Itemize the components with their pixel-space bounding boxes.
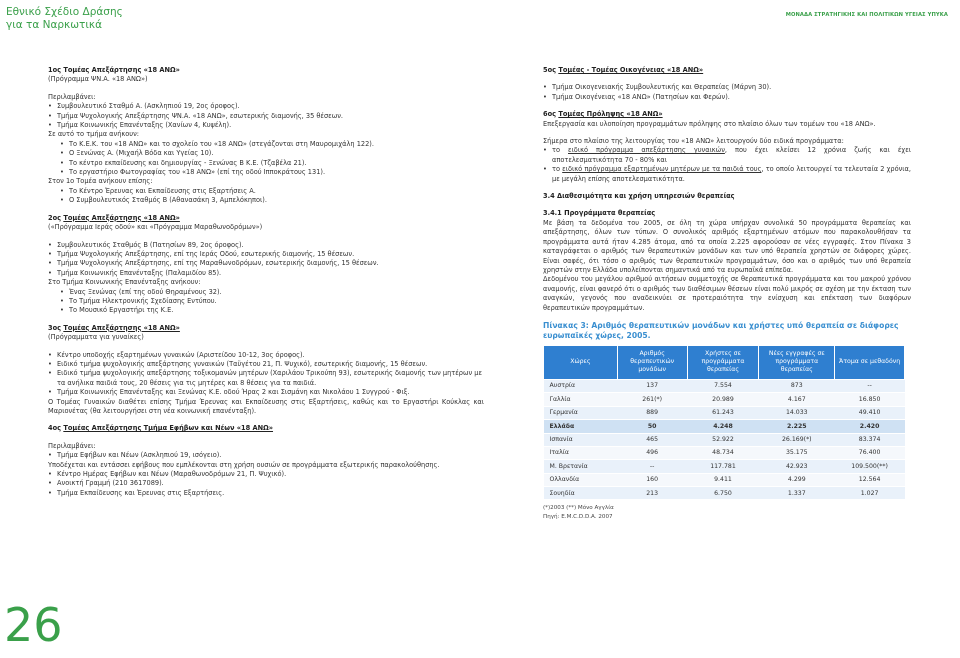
list-item: • Κέντρο υποδοχής εξαρτημένων γυναικών (Αριστείδου 10-12, 3ος όροφος). — [48, 351, 484, 360]
section-4-list — [48, 451, 484, 460]
column-header-countries: Χώρες — [544, 345, 618, 379]
table-row: Αυστρία 137 7.554 873 -- — [544, 379, 905, 392]
section-2-title: 2ος Τομέας Απεξάρτησης «18 ΑΝΩ» — [48, 213, 180, 222]
column-header-units: Αριθμός θεραπευτικών μονάδων — [617, 345, 687, 379]
table-row-highlighted: Ελλάδα 50 4.248 2.225 2.420 — [544, 420, 905, 433]
section-3-4-1-paragraph-1: Με βάση τα δεδομένα του 2005, σε όλη τη χώρα υπήρχαν συνολικά 50 προγράμματα θεραπείας και απεξάρτησης, όλων των τύπων. Ο συνολικός αριθμός εξαρτημένων ατόμων που παρακολουθήσαν τα προγράμματα αυτά ήταν 4.285 άτομα, από τα οποία 2.225 αφορούσαν σε νέες εγγραφές. Στον Πίνακα 3 καταγράφεται ο αριθμός των θεραπευτικών μονάδων και των υπό θεραπεία χρηστών σε διάφορες χώρες. Είναι σαφές, ότι τόσο ο αριθμός των θεραπευτικών προγραμμάτων, όσο και ο αριθμός των υπό θεραπεία χρηστών στην Ελλάδα υπολείπονται σημαντικά από τα ευρωπαϊκά επίπεδα. — [543, 218, 911, 274]
section-1-sublist — [48, 140, 484, 178]
table-footnote: (*)2003 (**) Μόνο Αγγλία — [543, 505, 614, 512]
section-4-list-2 — [48, 470, 484, 498]
section-5-title: 5ος Τομέας - Τομέας Οικογένειας «18 ΑΝΩ» — [543, 66, 704, 74]
section-2-sublist — [48, 288, 484, 316]
list-item: • Τμήμα Ψυχολογικής Απεξάρτησης, επί της Μαραθωνοδρόμων, εσωτερικής διαμονής, 15 θέσεων. — [48, 259, 484, 268]
document-title-line2: για τα Ναρκωτικά — [6, 19, 103, 31]
section-6-paragraph: Επεξεργασία και υλοποίηση προγραμμάτων πρόληψης στο πλαίσιο όλων των τομέων του «18 ΑΝΩ». — [543, 119, 876, 128]
page-number: 26 — [4, 598, 63, 652]
document-title — [6, 6, 206, 32]
list-item: • Συμβουλευτικό Σταθμό Α. (Ασκληπιού 19, 2ος όροφος). — [48, 102, 484, 111]
list-item: • Τμήμα Ψυχολογικής Απεξάρτησης, επί της Ιεράς Οδού, εσωτερικής διαμονής, 15 θέσεων. — [48, 250, 484, 259]
section-2-subtitle: («Πρόγραμμα Ιεράς οδού» και «Πρόγραμμα Μαραθωνοδρόμων») — [48, 223, 263, 232]
section-5-list — [543, 83, 911, 102]
section-2-belongs: Στο Τμήμα Κοινωνικής Επανένταξης ανήκουν: — [48, 278, 201, 287]
table-source: Πηγή: Ε.Μ.C.D.D.A. 2007 — [543, 514, 613, 521]
list-item: • Το Κ.Ε.Κ. του «18 ΑΝΩ» και το σχολείο του «18 ΑΝΩ» (στεγάζονται στη Μαυρομιχάλη 122). — [60, 140, 484, 149]
section-1-list — [48, 102, 484, 130]
table-row: Ολλανδία 160 9.411 4.299 12.564 — [544, 473, 905, 486]
section-4-title: 4ος Τομέας Απεξάρτησης Τμήμα Εφήβων και Νέων «18 ΑΝΩ» — [48, 424, 274, 433]
section-6-title: 6ος Τομέας Πρόληψης «18 ΑΝΩ» — [543, 110, 663, 119]
column-header-methadone: Άτομα σε μεθαδόνη — [835, 345, 905, 379]
section-3-subtitle: (Πρόγραμματα για γυναίκες) — [48, 333, 144, 342]
section-1-title: 1ος Τομέας Απεξάρτησης «18 ΑΝΩ» — [48, 66, 180, 74]
list-item: • το ειδικό πρόγραμμα απεξάρτησης γυναικών, που έχει κλείσει 12 χρόνια ζωής και έχει αποτελεσματικότητα 70 - 80% και — [543, 146, 911, 165]
list-item: • Ο Ξενώνας Α. (Μιχαήλ Βόδα και Υγείας 10). — [60, 149, 484, 158]
section-4-paragraph: Υποδέχεται και εντάσσει εφήβους που εμπλέκονται στη χρήση ουσιών σε προγράμματα εξωτερικής παρακολούθησης. — [48, 460, 440, 469]
table-title: Πίνακας 3: Αριθμός θεραπευτικών μονάδων και χρήστες υπό θεραπεία σε διάφορες ευρωπαϊκές χώρες, 2005. — [543, 320, 899, 340]
table-row: Γερμανία 889 61.243 14.033 49.410 — [544, 406, 905, 419]
section-1-also-list — [48, 187, 484, 206]
list-item: • Κέντρο Ημέρας Εφήβων και Νέων (Μαραθωνοδρόμων 21, Π. Ψυχικό). — [48, 470, 484, 479]
list-item: • Τμήμα Κοινωνικής Επανένταξης (Παλαμιδίου 85). — [48, 269, 484, 278]
section-3-4-1-paragraph-2: Δεδομένου του μεγάλου αριθμού αιτήσεων συμμετοχής σε θεραπευτικά προγράμματα και του μακρού χρόνου αναμονής, είναι φανερό ότι ο αριθμός των διαθέσιμων θέσεων είναι πολύ μικρός σε σχέση με την έκταση των αναγκών, γεγονός που αναδεικνύει σε προτεραιότητα την ενίσχυση και επέκταση των διαφόρων θεραπευτικών προγραμμάτων. — [543, 275, 911, 312]
table-row: Ισπανία 465 52.922 26.169(*) 83.374 — [544, 433, 905, 446]
organization-logo: ΜΟΝΑΔΑ ΣΤΡΑΤΗΓΙΚΗΣ ΚΑΙ ΠΟΛΙΤΙΚΩΝ ΥΓΕΙΑΣ ΥΠΥΚΑ — [785, 12, 948, 18]
section-3-4-title: 3.4 Διαθεσιμότητα και χρήση υπηρεσιών θεραπείας — [543, 192, 735, 201]
list-item: • Συμβουλευτικός Σταθμός Β (Πατησίων 89, 2ος όροφος). — [48, 241, 484, 250]
section-3-4-1-title: 3.4.1 Προγράμματα θεραπείας — [543, 209, 656, 218]
section-3-list — [48, 351, 484, 398]
column-header-users: Χρήστες σε προγράμματα θεραπείας — [687, 345, 759, 379]
section-6-paragraph-2: Σήμερα στο πλαίσιο της λειτουργίας του «18 ΑΝΩ» λειτουργούν δύο ειδικά προγράμματα: — [543, 137, 844, 146]
list-item: • το ειδικό πρόγραμμα εξαρτημένων μητέρων με τα παιδιά τους, το οποίο λειτουργεί τα τελευταία 2 χρόνια, με μεγάλη επίσης αποτελεσματικότητα. — [543, 165, 911, 184]
section-4-includes: Περιλαμβάνει: — [48, 441, 96, 450]
treatment-units-table — [543, 345, 905, 501]
right-column — [543, 66, 911, 522]
list-item: • Ανοικτή Γραμμή (210 3617089). — [48, 479, 484, 488]
list-item: • Τμήμα Οικογενειακής Συμβουλευτικής και Θεραπείας (Μάρνη 30). — [543, 83, 911, 92]
table-row: Μ. Βρετανία -- 117.781 42.923 109.500(**) — [544, 460, 905, 473]
list-item: • Το Μουσικό Εργαστήρι της Κ.Ε. — [60, 306, 484, 315]
section-2-list — [48, 241, 484, 279]
list-item: • Τμήμα Οικογένειας «18 ΑΝΩ» (Πατησίων και Φερών). — [543, 93, 911, 102]
section-3-title: 3ος Τομέας Απεξάρτησης «18 ΑΝΩ» — [48, 323, 180, 332]
list-item: • Το κέντρο εκπαίδευσης και δημιουργίας - Ξενώνας Β Κ.Ε. (Τζαβέλα 21). — [60, 159, 484, 168]
list-item: • Ειδικό τμήμα ψυχολογικής απεξάρτησης γυναικών (Ταϋγέτου 21, Π. Ψυχικό), εσωτερικής διαμονής, 15 θέσεων. — [48, 360, 484, 369]
list-item: • Το Κέντρο Έρευνας και Εκπαίδευσης στις Εξαρτήσεις Α. — [60, 187, 484, 196]
section-1-also: Στον 1ο Τομέα ανήκουν επίσης: — [48, 177, 153, 186]
list-item: • Τμήμα Κοινωνικής Επανένταξης (Χανίων 4, Κυψέλη). — [48, 121, 484, 130]
table-header-row — [544, 345, 905, 379]
list-item: • Τμήμα Ψυχολογικής Απεξάρτησης ΨΝ.Α. «18 ΑΝΩ», εσωτερικής διαμονής, 35 θέσεων. — [48, 112, 484, 121]
list-item: • Ειδικό τμήμα ψυχολογικής απεξάρτησης τοξικομανών μητέρων (Χαριλάου Τρικούπη 93), εσωτερικής διαμονής των μητέρων με τα ανήλικα παιδιά τους, 20 θέσεις για τις μητέρες και 8 θέσεις για τα παιδιά. — [48, 369, 484, 388]
section-1-belongs: Σε αυτό το τμήμα ανήκουν: — [48, 130, 140, 139]
list-item: • Τμήμα Εφήβων και Νέων (Ασκληπιού 19, ισόγειο). — [48, 451, 484, 460]
section-1-subtitle: (Πρόγραμμα ΨΝ.Α. «18 ΑΝΩ») — [48, 75, 148, 84]
table-row: Σουηδία 213 6.750 1.337 1.027 — [544, 487, 905, 500]
list-item: • Το εργαστήριο Φωτογραφίας του «18 ΑΝΩ» (επί της οδού Ιπποκράτους 131). — [60, 168, 484, 177]
table-row: Ιταλία 496 48.734 35.175 76.400 — [544, 446, 905, 459]
document-title-line1: Εθνικό Σχέδιο Δράσης — [6, 6, 123, 18]
list-item: • Ένας Ξενώνας (επί της οδού Θηραμένους 32). — [60, 288, 484, 297]
list-item: • Το Τμήμα Ηλεκτρονικής Σχεδίασης Εντύπου. — [60, 297, 484, 306]
list-item: • Τμήμα Εκπαίδευσης και Έρευνας στις Εξαρτήσεις. — [48, 489, 484, 498]
list-item: • Τμήμα Κοινωνικής Επανένταξης και Ξενώνας Κ.Ε. οδού Ήρας 2 και Σισμάνη και Νικολάου 1 Συγγρού - Φιξ. — [48, 388, 484, 397]
list-item: • Ο Συμβουλευτικός Σταθμός Β (Αθανασάκη 3, Αμπελόκηποι). — [60, 196, 484, 205]
column-header-new-enrolments: Νέες εγγραφές σε προγράμματα θεραπείας — [759, 345, 835, 379]
table-row: Γαλλία 261(*) 20.989 4.167 16.850 — [544, 393, 905, 406]
left-column — [48, 66, 484, 498]
section-6-list — [543, 146, 911, 184]
section-3-paragraph: Ο Τομέας Γυναικών διαθέτει επίσης Τμήμα Έρευνας και Εκπαίδευσης στις Εξαρτήσεις, καθώς και το Εργαστήρι Κούκλας και Μαριονέτας (θα λειτουργήσει στη νέα κοινωνική επανένταξη). — [48, 397, 484, 415]
section-1-includes: Περιλαμβάνει: — [48, 92, 96, 101]
